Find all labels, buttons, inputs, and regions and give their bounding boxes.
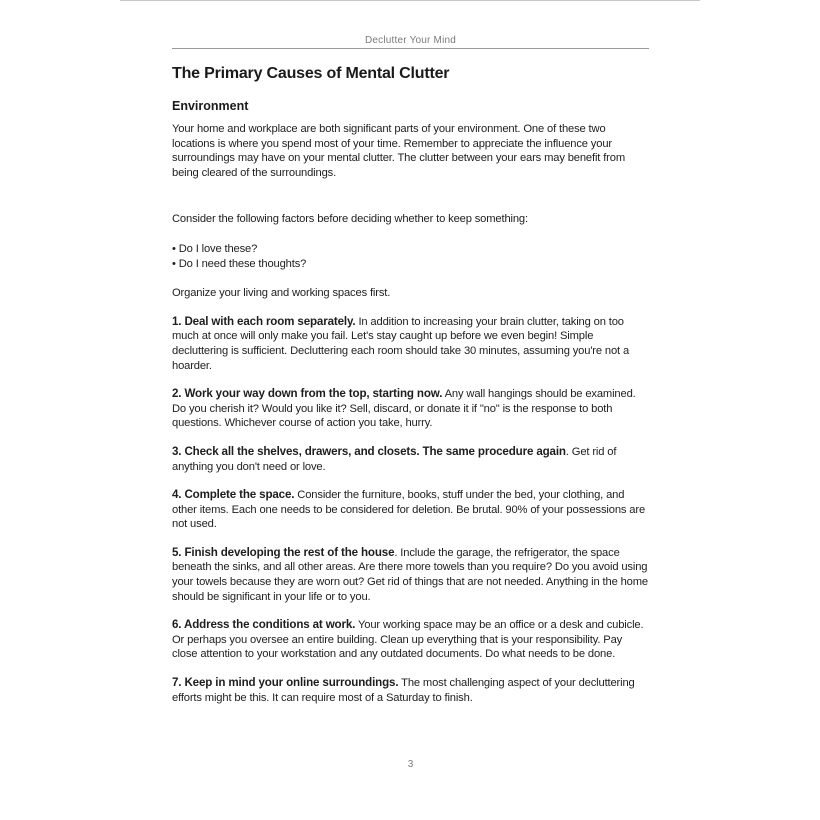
page-number: 3 [407,759,414,770]
page-title: The Primary Causes of Mental Clutter [172,65,450,82]
step-4 [172,488,650,532]
step-6-lead: 6. Address the conditions at work. [172,618,356,632]
step-5 [172,546,650,604]
step-1-lead: 1. Deal with each room separately. [172,314,356,328]
section-heading: Environment [172,99,249,113]
page-content [172,65,650,719]
organize-paragraph: Organize your living and working spaces first. [172,287,391,300]
step-7-text: The most challenging aspect of your decluttering efforts might be this. It can require most of a Saturday to finish. [172,677,635,704]
step-3-lead: 3. Check all the shelves, drawers, and closets. The same procedure again [172,444,566,458]
step-3 [172,445,650,474]
step-5-text: . Include the garage, the refrigerator, the space beneath the sinks, and all other areas. Are there more towels than you require? Do you avoid using your towels because they are worn out? Get rid of things that are not needed. Anything in the home should be significant in your life or to you. [172,546,648,603]
running-header: Declutter Your Mind [364,35,457,46]
step-6 [172,618,650,662]
step-1-text: In addition to increasing your brain clutter, taking on too much at once will only make you fail. Let's stay caught up before we even begin! Simple decluttering is sufficient. Decluttering each room should take 30 minutes, assuming you're not a hoarder. [172,315,630,372]
step-4-lead: 4. Complete the space. [172,488,295,502]
step-2 [172,387,650,431]
step-7-lead: 7. Keep in mind your online surroundings. [172,676,399,690]
step-7 [172,676,650,705]
step-4-text: Consider the furniture, books, stuff under the bed, your clothing, and other items. Each one needs to be considered for deletion. Be brutal. 90% of your possessions are not used. [172,489,646,531]
list-item: • Do I love these? [172,242,650,257]
intro-paragraph: Your home and workplace are both significant parts of your environment. One of these two locations is where you spend most of your time. Remember to appreciate the influence your surroundings may have on your mental clutter. The clutter between your ears may benefit from being cleared of the surroundings. [172,123,625,179]
list-item: • Do I need these thoughts? [172,257,650,272]
step-2-lead: 2. Work your way down from the top, starting now. [172,387,443,401]
step-1 [172,315,650,373]
step-5-lead: 5. Finish developing the rest of the house [172,545,395,559]
step-6-text: Your working space may be an office or a desk and cubicle. Or perhaps you oversee an entire building. Clean up everything that is your responsibility. Pay close attention to your workstation and any outdated documents. Do what needs to be done. [172,619,644,661]
step-2-text: Any wall hangings should be examined. Do you cherish it? Would you like it? Sell, discard, or donate it if "no" is the response to both questions. Whichever course of action you take, hurry. [172,388,636,430]
header-divider [172,48,649,49]
question-list [172,242,650,271]
consider-paragraph: Consider the following factors before deciding whether to keep something: [172,213,528,226]
step-3-text: . Get rid of anything you don't need or love. [172,445,617,473]
